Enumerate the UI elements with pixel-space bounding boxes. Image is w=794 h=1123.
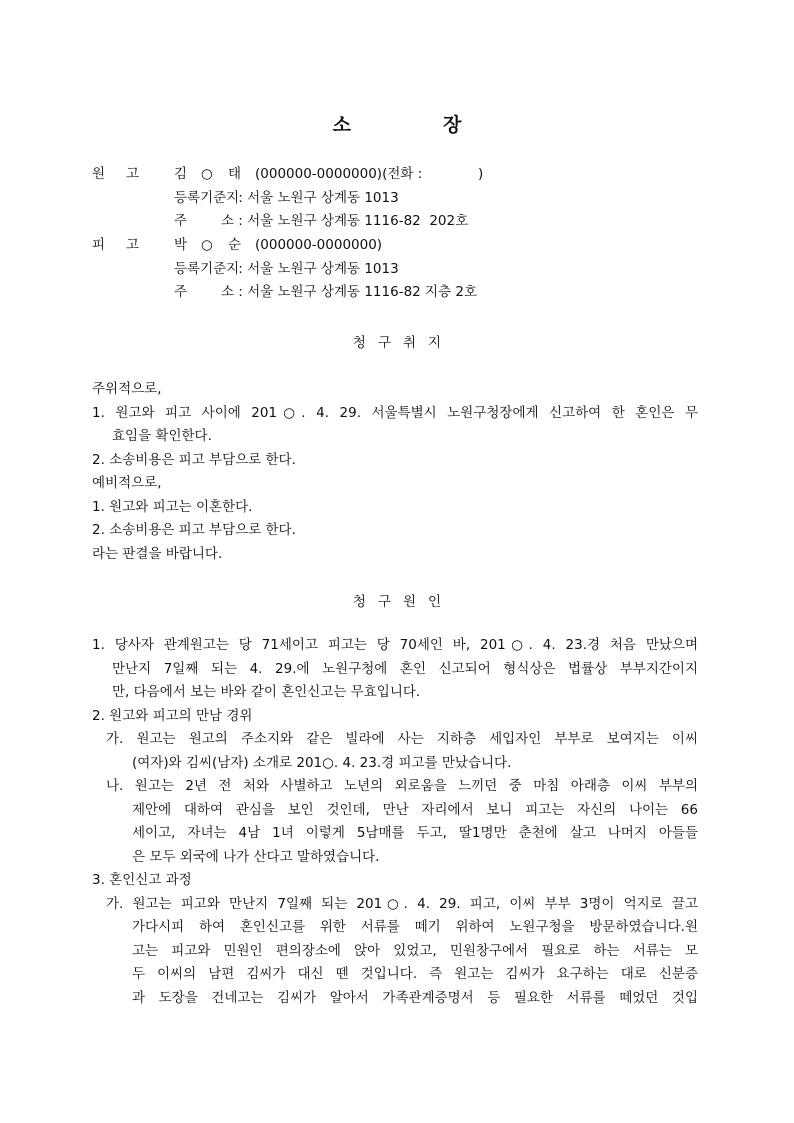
plaintiff-addr-label: 주 소	[174, 213, 234, 229]
claim-purpose-body	[92, 378, 698, 566]
text-line: 나. 원고는 2년 전 처와 사별하고 노년의 외로움을 느끼던 중 마침 아래층 이씨 부부의	[106, 778, 698, 794]
defendant-addr-value: : 서울 노원구 상계동 1116-82 지층 2호	[238, 284, 478, 300]
document-title	[0, 110, 794, 137]
text-line: 효임을 확인한다.	[112, 428, 212, 444]
text-line: 고는 피고와 민원인 편의장소에 앉아 있었고, 민원창구에서 필요로 하는 서류는 모	[132, 942, 698, 959]
text-line: 주위적으로,	[92, 381, 162, 397]
text-line: 예비적으로,	[92, 475, 162, 491]
text-line: 두 이씨의 남편 김씨가 대신 뗀 것입니다. 즉 원고는 김씨가 요구하는 대로 신분증	[132, 966, 698, 982]
title-char-1: 소	[332, 114, 351, 136]
text-line: 은 모두 외국에 나가 산다고 말하였습니다.	[132, 848, 380, 865]
title-char-2: 장	[443, 114, 462, 136]
text-line: 2. 소송비용은 피고 부담으로 한다.	[92, 522, 296, 538]
plaintiff-reg-value: : 서울 노원구 상계동 1013	[238, 189, 399, 206]
text-line: 1. 원고와 피고 사이에 201○. 4. 29. 서울특별시 노원구청장에게 신고하여 한 혼인은 무	[92, 404, 698, 421]
text-line: 만, 다음에서 보는 바와 같이 혼인신고는 무효입니다.	[112, 684, 421, 700]
defendant-id: (000000-0000000)	[255, 237, 383, 253]
text-line: 1. 당사자 관계원고는 당 71세이고 피고는 당 70세인 바, 201○. 4. 23.경 처음 만났으며	[92, 637, 698, 653]
claim-cause-body	[92, 634, 698, 1010]
text-line: 과 도장을 건네고는 김씨가 알아서 가족관계증명서 등 필요한 서류를 떼었던 것입	[132, 989, 698, 1006]
defendant-reg-label: 등록기준지	[174, 260, 240, 277]
text-line: 3. 혼인신고 과정	[92, 872, 192, 888]
defendant-name: 박 ○ 순 (000000-0000000)	[174, 237, 383, 253]
text-line: 2. 소송비용은 피고 부담으로 한다.	[92, 451, 296, 468]
text-line: 가. 원고는 피고와 만난지 7일째 되는 201○. 4. 29. 피고, 이씨 부부 3명이 억지로 끌고	[106, 895, 698, 912]
defendant-role: 피 고	[92, 237, 140, 253]
claim-purpose-heading: 청 구 취 지	[352, 335, 442, 351]
defendant-reg-value: : 서울 노원구 상계동 1013	[238, 260, 399, 277]
text-line: 1. 원고와 피고는 이혼한다.	[92, 498, 253, 515]
text-line: 세이고, 자녀는 4남 1녀 이렇게 5남매를 두고, 딸1명만 춘천에 살고 나머지 아들들	[132, 825, 698, 841]
defendant-addr-label: 주 소	[174, 284, 234, 300]
plaintiff-id-phone: (000000-0000000)(전화 : )	[255, 166, 484, 182]
text-line: 제안에 대하여 관심을 보인 것인데, 만난 자리에서 보니 피고는 자신의 나이는 66	[132, 801, 698, 818]
plaintiff-name: 김 ○ 태 (000000-0000000)(전화 : )	[174, 166, 484, 182]
plaintiff-role: 원 고	[92, 166, 140, 182]
claim-cause-heading: 청 구 원 인	[352, 594, 442, 610]
text-line: 라는 판결을 바랍니다.	[92, 545, 223, 562]
plaintiff-reg-label: 등록기준지	[174, 189, 240, 206]
text-line: 가. 원고는 원고의 주소지와 같은 빌라에 사는 지하층 세입자인 부부로 보여지는 이씨	[106, 731, 698, 747]
plaintiff-addr-value: : 서울 노원구 상계동 1116-82 202호	[238, 213, 469, 229]
text-line: (여자)와 김씨(남자) 소개로 201○. 4. 23.경 피고를 만났습니다.	[132, 754, 512, 771]
text-line: 2. 원고와 피고의 만남 경위	[92, 707, 253, 724]
text-line: 만난지 7일째 되는 4. 29.에 노원구청에 혼인 신고되어 형식상은 법률상 부부지간이지	[112, 660, 698, 677]
text-line: 가다시피 하여 혼인신고를 위한 서류를 떼기 위하여 노원구청을 방문하였습니다.원	[132, 919, 698, 935]
